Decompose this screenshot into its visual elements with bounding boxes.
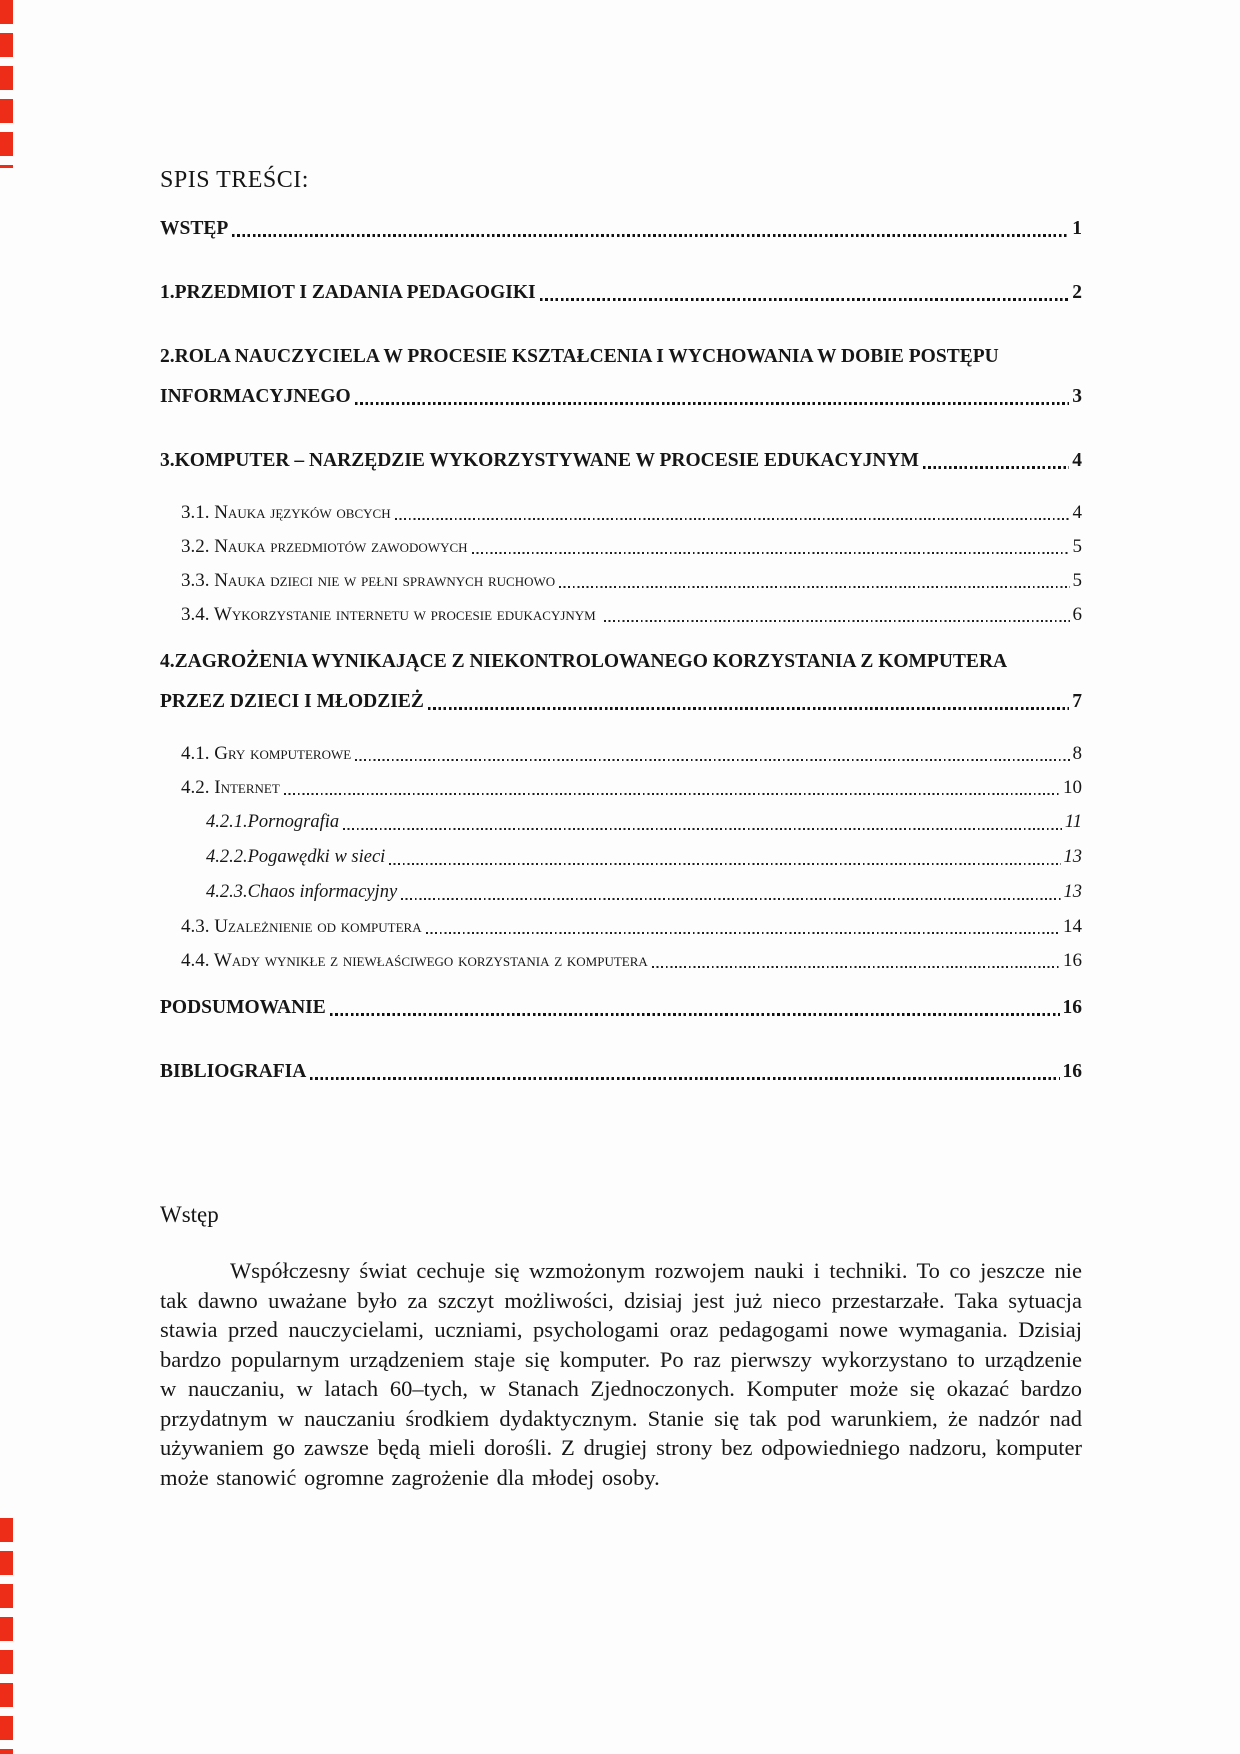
toc-leader-dots bbox=[428, 707, 1069, 710]
page-content bbox=[160, 0, 1082, 1492]
toc-entry-row bbox=[160, 281, 1082, 305]
toc-entry-row bbox=[160, 501, 1082, 524]
toc-leader-dots bbox=[284, 793, 1060, 795]
toc-page-number: 3 bbox=[1072, 386, 1082, 407]
toc-leader-dots bbox=[355, 759, 1069, 761]
scan-edge-mark-top bbox=[0, 0, 13, 168]
toc-entry-label: 3.2. Nauka przedmiotów zawodowych bbox=[181, 536, 468, 557]
toc-entry-row bbox=[160, 217, 1082, 241]
toc-entry-row bbox=[160, 811, 1082, 834]
toc-entry-label: 4.3. Uzależnienie od komputera bbox=[181, 916, 422, 937]
toc-entry-label: 4.2.3.Chaos informacyjny bbox=[206, 882, 398, 902]
toc-leader-dots bbox=[401, 898, 1060, 900]
toc-entry-row bbox=[160, 569, 1082, 592]
toc-entry-label: 4.2.1.Pornografia bbox=[206, 812, 340, 832]
toc-leader-dots bbox=[923, 466, 1069, 469]
toc-leader-dots bbox=[652, 966, 1060, 968]
toc-entry-label: INFORMACYJNEGO bbox=[160, 386, 351, 407]
toc-page-number: 16 bbox=[1062, 997, 1082, 1018]
toc-entry-row bbox=[160, 690, 1082, 714]
toc-leader-dots bbox=[355, 402, 1070, 405]
toc-page-number: 11 bbox=[1064, 812, 1082, 832]
toc-entry-label: 2.ROLA NAUCZYCIELA W PROCESIE KSZTAŁCENIA I WYCHOWANIA W DOBIE POSTĘPU bbox=[160, 346, 999, 367]
toc-page-number: 10 bbox=[1063, 777, 1082, 798]
toc-page-number: 13 bbox=[1063, 882, 1082, 902]
toc-entry-row bbox=[160, 996, 1082, 1020]
toc-leader-dots bbox=[472, 552, 1070, 554]
toc-leader-dots bbox=[540, 298, 1070, 301]
toc-page-number: 16 bbox=[1062, 1061, 1082, 1082]
toc-page-number: 13 bbox=[1063, 847, 1082, 867]
toc-leader-dots bbox=[604, 620, 1069, 622]
toc-leader-dots bbox=[330, 1013, 1060, 1016]
toc-entry-row bbox=[160, 915, 1082, 938]
toc-entry-label: 4.4. Wady wynikłe z niewłaściwego korzystania z komputera bbox=[181, 950, 648, 971]
toc-entry-row bbox=[160, 345, 1082, 369]
toc-entry-label: 4.2.2.Pogawędki w sieci bbox=[206, 847, 386, 867]
toc-entry-row bbox=[160, 1060, 1082, 1084]
toc-list bbox=[160, 217, 1082, 1084]
body-paragraph: Współczesny świat cechuje się wzmożonym rozwojem nauki i techniki. To co jeszcze nie tak dawno uważane było za szczyt możliwości, dzisiaj jest już nieco przestarzałe. Taka sytuacja stawia przed nauczycielami, uczniami, psychologami oraz pedagogami nowe wymagania. Dzisiaj bardzo popularnym urządzeniem staje się komputer. Po raz pierwszy wykorzystano to urządzenie w nauczaniu, w latach 60–tych, w Stanach Zjednoczonych. Komputer może się okazać bardzo przydatnym w nauczaniu środkiem dydaktycznym. Stanie się tak pod warunkiem, że nadzór nad używaniem go zawsze będą mieli dorośli. Z drugiej strony bez odpowiedniego nadzoru, komputer może stanowić ogromne zagrożenie dla młodej osoby. bbox=[160, 1258, 1082, 1490]
toc-entry-row bbox=[160, 881, 1082, 904]
toc-entry-row bbox=[160, 776, 1082, 799]
section-heading: Wstęp bbox=[160, 1202, 219, 1227]
toc-page-number: 2 bbox=[1072, 282, 1082, 303]
toc-leader-dots bbox=[310, 1077, 1059, 1080]
toc-leader-dots bbox=[343, 828, 1062, 830]
toc-page-number: 14 bbox=[1063, 916, 1082, 937]
toc-entry-row bbox=[160, 603, 1082, 626]
toc-entry-label: 3.4. Wykorzystanie internetu w procesie edukacyjnym bbox=[181, 604, 601, 625]
toc-entry-row bbox=[160, 949, 1082, 972]
toc-page-number: 1 bbox=[1072, 218, 1082, 239]
toc-entry-label: 4.2. Internet bbox=[181, 777, 280, 798]
toc-page-number: 4 bbox=[1072, 502, 1082, 523]
toc-entry-row bbox=[160, 535, 1082, 558]
toc-entry-row bbox=[160, 650, 1082, 674]
toc-page-number: 8 bbox=[1072, 743, 1082, 764]
toc-leader-dots bbox=[232, 234, 1069, 237]
toc-entry-label: 3.KOMPUTER – NARZĘDZIE WYKORZYSTYWANE W PROCESIE EDUKACYJNYM bbox=[160, 450, 919, 471]
toc-entry-label: 1.PRZEDMIOT I ZADANIA PEDAGOGIKI bbox=[160, 282, 536, 303]
toc-leader-dots bbox=[559, 586, 1069, 588]
toc-page-number: 16 bbox=[1063, 950, 1082, 971]
toc-leader-dots bbox=[389, 863, 1060, 865]
toc-entry-label: BIBLIOGRAFIA bbox=[160, 1061, 307, 1082]
toc-entry-label: WSTĘP bbox=[160, 218, 229, 239]
toc-entry-row bbox=[160, 449, 1082, 473]
toc-entry-label: 3.3. Nauka dzieci nie w pełni sprawnych ruchowo bbox=[181, 570, 556, 591]
toc-entry-row bbox=[160, 385, 1082, 409]
toc-entry-label: PODSUMOWANIE bbox=[160, 997, 326, 1018]
toc-entry-label: 3.1. Nauka języków obcych bbox=[181, 502, 391, 523]
toc-page-number: 5 bbox=[1072, 536, 1082, 557]
toc-page-number: 4 bbox=[1072, 450, 1082, 471]
toc-leader-dots bbox=[395, 518, 1070, 520]
toc-entry-label: 4.ZAGROŻENIA WYNIKAJĄCE Z NIEKONTROLOWANEGO KORZYSTANIA Z KOMPUTERA bbox=[160, 651, 1008, 672]
toc-leader-dots bbox=[426, 932, 1060, 934]
toc-page-number: 5 bbox=[1072, 570, 1082, 591]
toc-page-number: 6 bbox=[1072, 604, 1082, 625]
toc-title: SPIS TREŚCI: bbox=[160, 167, 309, 193]
toc-entry-label: 4.1. Gry komputerowe bbox=[181, 743, 352, 764]
toc-entry-label: PRZEZ DZIECI I MŁODZIEŻ bbox=[160, 691, 424, 712]
toc-entry-row bbox=[160, 846, 1082, 869]
toc-page-number: 7 bbox=[1072, 691, 1082, 712]
scan-edge-mark-bottom bbox=[0, 1518, 13, 1754]
toc-entry-row bbox=[160, 742, 1082, 765]
